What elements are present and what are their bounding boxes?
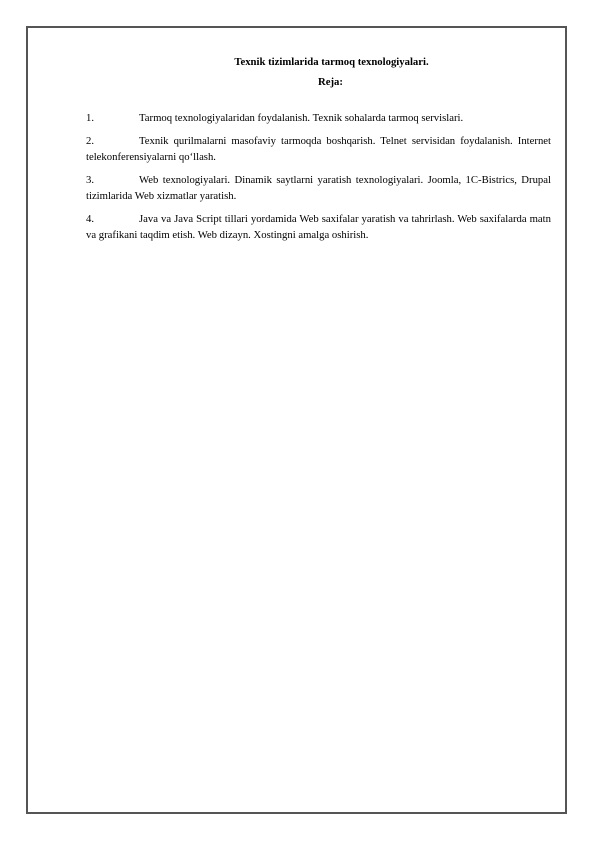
plan-item <box>86 172 551 204</box>
plan-item <box>86 211 551 243</box>
document-title: Texnik tizimlarida tarmoq texnologiyalari. <box>234 56 429 68</box>
plan-item-text: Texnik qurilmalarni masofaviy tarmoqda boshqarish. Telnet servisidan foydalanish. Internet telekonferensiyalarni qo‘llash. <box>86 135 551 163</box>
plan-item-number: 2. <box>86 135 95 147</box>
plan-item-number: 4. <box>86 213 95 225</box>
plan-item-number: 1. <box>86 112 95 124</box>
plan-item <box>86 133 551 165</box>
plan-item-text: Tarmoq texnologiyalaridan foydalanish. Texnik sohalarda tarmoq servislari. <box>139 112 464 124</box>
plan-list <box>86 110 551 243</box>
plan-item-number: 3. <box>86 174 95 186</box>
plan-heading: Reja: <box>318 76 343 88</box>
document-body <box>86 54 551 250</box>
plan-item <box>86 110 551 126</box>
plan-item-text: Java va Java Script tillari yordamida Web saxifalar yaratish va tahrirlash. Web saxifalarda matn va grafikani taqdim etish. Web dizayn. Xostingni amalga oshirish. <box>86 213 551 241</box>
plan-item-text: Web texnologiyalari. Dinamik saytlarni yaratish texnologiyalari. Joomla, 1C-Bistrics, Drupal tizimlarida Web xizmatlar yaratish. <box>86 174 551 202</box>
